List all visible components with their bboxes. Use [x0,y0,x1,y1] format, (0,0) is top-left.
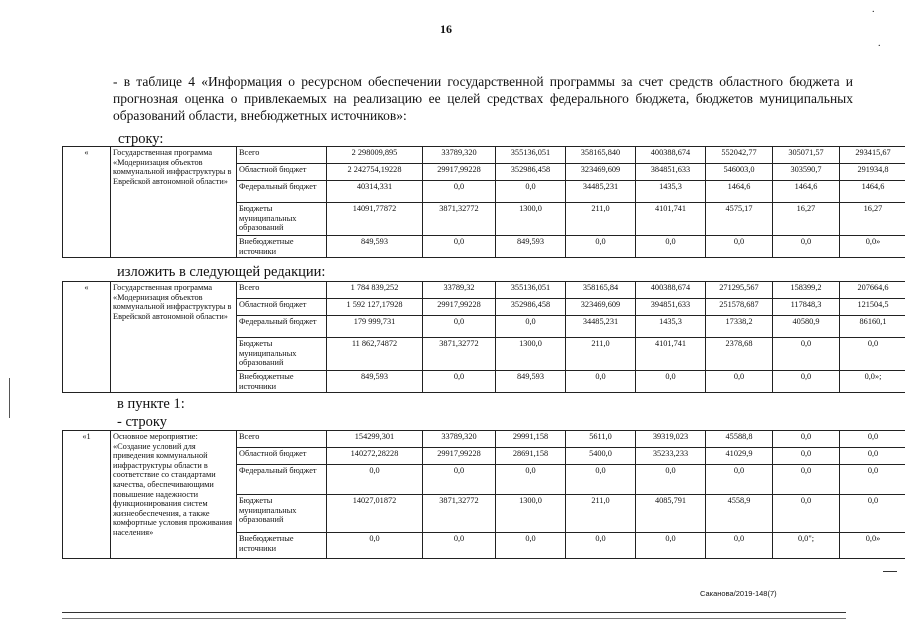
value-cell: 2 298009,895 [327,147,423,164]
value-cell: 0,0 [773,371,840,393]
value-cell: 0,0 [840,465,905,495]
value-cell: 0,0»; [840,371,905,393]
value-cell: 0,0 [706,465,773,495]
scan-mark: . [878,38,881,49]
value-cell: 211,0 [566,203,636,236]
source-label: Федеральный бюджет [237,316,327,338]
value-cell: 400388,674 [636,282,706,299]
row-number: « [63,282,111,393]
value-cell: 849,593 [496,236,566,258]
value-cell: 211,0 [566,495,636,533]
resource-table-old [62,146,905,258]
source-label: Областной бюджет [237,164,327,181]
value-cell: 29917,99228 [423,164,496,181]
value-cell: 34485,231 [566,316,636,338]
value-cell: 4575,17 [706,203,773,236]
value-cell: 0,0 [840,448,905,465]
value-cell: 0,0 [423,236,496,258]
value-cell: 0,0 [840,495,905,533]
value-cell: 4101,741 [636,338,706,371]
value-cell: 28691,158 [496,448,566,465]
resource-table-new [62,281,905,393]
heading-izlozhit: изложить в следующей редакции: [117,264,326,280]
source-label: Областной бюджет [237,448,327,465]
value-cell: 355136,051 [496,282,566,299]
value-cell: 154299,301 [327,431,423,448]
value-cell: 0,0"; [773,533,840,559]
document-footer: Саканова/2019-148(7) [700,589,777,598]
value-cell: 211,0 [566,338,636,371]
value-cell: 0,0 [566,533,636,559]
program-name: Государственная программа «Модернизация объектов коммунальной инфраструктуры в Еврейской автономной области» [111,147,237,258]
value-cell: 0,0 [423,533,496,559]
value-cell: 291934,8 [840,164,905,181]
value-cell: 40580,9 [773,316,840,338]
value-cell: 0,0 [636,533,706,559]
value-cell: 4085,791 [636,495,706,533]
value-cell: 0,0 [423,181,496,203]
value-cell: 0,0 [773,495,840,533]
source-label: Областной бюджет [237,299,327,316]
source-label: Бюджеты муниципальных образований [237,495,327,533]
value-cell: 546003,0 [706,164,773,181]
heading-stroku-2: - строку [117,414,167,430]
value-cell: 0,0 [496,181,566,203]
value-cell: 1464,6 [773,181,840,203]
value-cell: 4558,9 [706,495,773,533]
program-name: Государственная программа «Модернизация объектов коммунальной инфраструктуры в Еврейской автономной области» [111,282,237,393]
source-label: Бюджеты муниципальных образований [237,338,327,371]
value-cell: 1435,3 [636,316,706,338]
value-cell: 0,0 [636,465,706,495]
value-cell: 0,0 [423,371,496,393]
value-cell: 303590,7 [773,164,840,181]
value-cell: 207664,6 [840,282,905,299]
source-label: Внебюджетные источники [237,533,327,559]
value-cell: 0,0 [496,316,566,338]
value-cell: 45588,8 [706,431,773,448]
value-cell: 0,0» [840,236,905,258]
value-cell: 1300,0 [496,495,566,533]
value-cell: 11 862,74872 [327,338,423,371]
value-cell: 3871,32772 [423,203,496,236]
footer-rule [62,618,846,619]
source-label: Бюджеты муниципальных образований [237,203,327,236]
value-cell: 33789,320 [423,147,496,164]
value-cell: 849,593 [327,236,423,258]
value-cell: 29917,99228 [423,448,496,465]
value-cell: 849,593 [496,371,566,393]
value-cell: 358165,840 [566,147,636,164]
value-cell: 0,0 [706,236,773,258]
value-cell: 0,0 [773,236,840,258]
value-cell: 17338,2 [706,316,773,338]
value-cell: 849,593 [327,371,423,393]
value-cell: 305071,57 [773,147,840,164]
page-number: 16 [440,22,452,36]
value-cell: 40314,331 [327,181,423,203]
measure-name: Основное мероприятие: «Создание условий для приведения коммунальной инфраструктуры области в соответствие со стандартами качества, обеспечивающими повышение надежности функционирования систем жизнеобеспечения, а также комфортные условия проживания населения» [111,431,237,559]
value-cell: 271295,567 [706,282,773,299]
value-cell: 117848,3 [773,299,840,316]
value-cell: 0,0 [706,371,773,393]
source-label: Всего [237,282,327,299]
scan-mark [9,378,10,418]
value-cell: 29917,99228 [423,299,496,316]
value-cell: 0,0 [636,236,706,258]
value-cell: 4101,741 [636,203,706,236]
value-cell: 34485,231 [566,181,636,203]
table-row [63,147,905,164]
value-cell: 358165,84 [566,282,636,299]
value-cell: 0,0 [840,338,905,371]
value-cell: 29991,158 [496,431,566,448]
value-cell: 0,0 [423,316,496,338]
value-cell: 0,0 [706,533,773,559]
value-cell: 5611,0 [566,431,636,448]
value-cell: 0,0 [496,465,566,495]
value-cell: 355136,051 [496,147,566,164]
value-cell: 0,0 [773,448,840,465]
value-cell: 5400,0 [566,448,636,465]
value-cell: 16,27 [840,203,905,236]
source-label: Внебюджетные источники [237,371,327,393]
value-cell: 0,0 [566,236,636,258]
value-cell: 16,27 [773,203,840,236]
source-label: Внебюджетные источники [237,236,327,258]
value-cell: 2378,68 [706,338,773,371]
value-cell: 1300,0 [496,338,566,371]
value-cell: 1464,6 [840,181,905,203]
value-cell: 0,0 [773,465,840,495]
value-cell: 14027,01872 [327,495,423,533]
heading-stroku: строку: [118,131,164,147]
value-cell: 140272,28228 [327,448,423,465]
value-cell: 400388,674 [636,147,706,164]
value-cell: 158399,2 [773,282,840,299]
value-cell: 0,0 [773,338,840,371]
value-cell: 121504,5 [840,299,905,316]
value-cell: 394851,633 [636,299,706,316]
value-cell: 33789,32 [423,282,496,299]
value-cell: 41029,9 [706,448,773,465]
value-cell: 352986,458 [496,299,566,316]
row-number: «1 [63,431,111,559]
value-cell: 293415,67 [840,147,905,164]
value-cell: 384851,633 [636,164,706,181]
intro-paragraph: - в таблице 4 «Информация о ресурсном обеспечении государственной программы за счет средств областного бюджета и прогнозная оценка о привлекаемых на реализацию ее целей средствах федерального бюджета, бюджетов муниципальных образований области, внебюджетных источников»: [113,74,853,123]
value-cell: 0,0 [423,465,496,495]
value-cell: 3871,32772 [423,495,496,533]
value-cell: 1300,0 [496,203,566,236]
row-number: « [63,147,111,258]
value-cell: 0,0 [636,371,706,393]
value-cell: 1435,3 [636,181,706,203]
source-label: Всего [237,431,327,448]
value-cell: 352986,458 [496,164,566,181]
value-cell: 0,0 [327,465,423,495]
measure-table [62,430,905,559]
footer-rule [62,612,846,613]
value-cell: 0,0» [840,533,905,559]
table-row [63,431,905,448]
value-cell: 0,0 [327,533,423,559]
table-row [63,282,905,299]
source-label: Федеральный бюджет [237,465,327,495]
scan-mark: . [872,4,875,15]
value-cell: 323469,609 [566,164,636,181]
value-cell: 35233,233 [636,448,706,465]
value-cell: 86160,1 [840,316,905,338]
value-cell: 14091,77872 [327,203,423,236]
value-cell: 39319,023 [636,431,706,448]
value-cell: 0,0 [840,431,905,448]
scan-mark [883,571,897,572]
value-cell: 552042,77 [706,147,773,164]
value-cell: 0,0 [773,431,840,448]
value-cell: 33789,320 [423,431,496,448]
value-cell: 1 592 127,17928 [327,299,423,316]
value-cell: 3871,32772 [423,338,496,371]
value-cell: 0,0 [566,465,636,495]
value-cell: 323469,609 [566,299,636,316]
source-label: Всего [237,147,327,164]
value-cell: 179 999,731 [327,316,423,338]
value-cell: 0,0 [566,371,636,393]
value-cell: 1 784 839,252 [327,282,423,299]
value-cell: 251578,687 [706,299,773,316]
value-cell: 1464,6 [706,181,773,203]
value-cell: 0,0 [496,533,566,559]
value-cell: 2 242754,19228 [327,164,423,181]
source-label: Федеральный бюджет [237,181,327,203]
heading-punkt: в пункте 1: [117,396,185,412]
